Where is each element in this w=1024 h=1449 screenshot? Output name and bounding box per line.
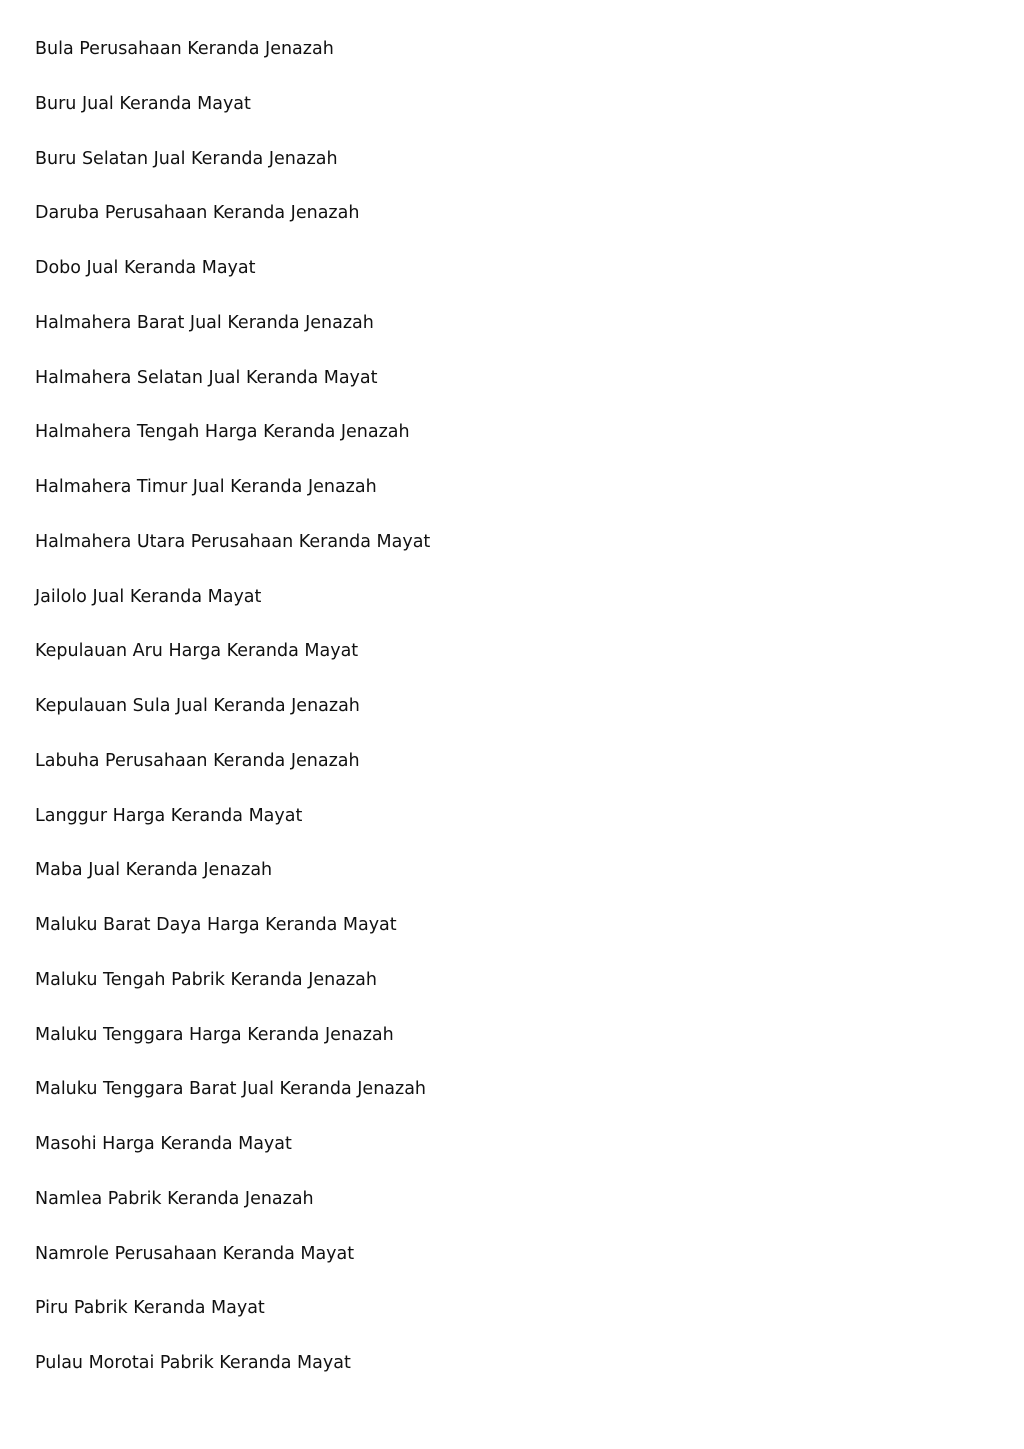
list-item-link[interactable]: Maluku Tenggara Harga Keranda Jenazah (35, 1024, 394, 1045)
list-item (35, 638, 430, 693)
list-item (35, 1350, 430, 1405)
list-item-link[interactable]: Halmahera Barat Jual Keranda Jenazah (35, 312, 374, 333)
list-item (35, 857, 430, 912)
list-item-link[interactable]: Halmahera Timur Jual Keranda Jenazah (35, 477, 377, 497)
list-item-link[interactable]: Piru Pabrik Keranda Mayat (35, 1298, 265, 1319)
list-item-link[interactable]: Dobo Jual Keranda Mayat (35, 258, 256, 278)
list-item-link[interactable]: Namlea Pabrik Keranda Jenazah (35, 1188, 314, 1209)
keyword-list (35, 36, 430, 1405)
list-item (35, 529, 430, 584)
list-item (35, 146, 430, 201)
list-item-link[interactable]: Buru Selatan Jual Keranda Jenazah (35, 148, 338, 169)
list-item (35, 255, 430, 310)
list-item (35, 200, 430, 255)
list-item (35, 748, 430, 803)
list-item (35, 1295, 430, 1350)
list-item-link[interactable]: Halmahera Tengah Harga Keranda Jenazah (35, 422, 410, 443)
list-item (35, 693, 430, 748)
list-item-link[interactable]: Maluku Tenggara Barat Jual Keranda Jenazah (35, 1079, 427, 1100)
list-item (35, 91, 430, 146)
list-item (35, 365, 430, 420)
list-item-link[interactable]: Jailolo Jual Keranda Mayat (35, 586, 262, 607)
list-item (35, 474, 430, 529)
list-item-link[interactable]: Namrole Perusahaan Keranda Mayat (35, 1243, 355, 1264)
list-item (35, 803, 430, 858)
list-item-link[interactable]: Langgur Harga Keranda Mayat (35, 805, 303, 826)
list-item-link[interactable]: Kepulauan Aru Harga Keranda Mayat (35, 641, 359, 662)
list-item-link[interactable]: Labuha Perusahaan Keranda Jenazah (35, 750, 360, 771)
list-item-link[interactable]: Pulau Morotai Pabrik Keranda Mayat (35, 1353, 351, 1373)
list-item-link[interactable]: Halmahera Selatan Jual Keranda Mayat (35, 367, 378, 388)
list-item (35, 1131, 430, 1186)
list-item (35, 1241, 430, 1296)
list-item (35, 912, 430, 967)
list-item (35, 584, 430, 639)
list-item-link[interactable]: Maluku Barat Daya Harga Keranda Mayat (35, 915, 397, 935)
list-item (35, 419, 430, 474)
list-item-link[interactable]: Maba Jual Keranda Jenazah (35, 860, 273, 881)
list-item (35, 36, 430, 91)
list-item-link[interactable]: Daruba Perusahaan Keranda Jenazah (35, 203, 360, 224)
list-item (35, 310, 430, 365)
list-item-link[interactable]: Halmahera Utara Perusahaan Keranda Mayat (35, 531, 431, 552)
list-item-link[interactable]: Buru Jual Keranda Mayat (35, 93, 251, 114)
list-item (35, 967, 430, 1022)
list-item-link[interactable]: Masohi Harga Keranda Mayat (35, 1134, 292, 1154)
list-item (35, 1022, 430, 1077)
list-item (35, 1186, 430, 1241)
list-item (35, 1076, 430, 1131)
list-item-link[interactable]: Bula Perusahaan Keranda Jenazah (35, 39, 334, 59)
list-item-link[interactable]: Kepulauan Sula Jual Keranda Jenazah (35, 696, 360, 716)
list-item-link[interactable]: Maluku Tengah Pabrik Keranda Jenazah (35, 969, 377, 990)
